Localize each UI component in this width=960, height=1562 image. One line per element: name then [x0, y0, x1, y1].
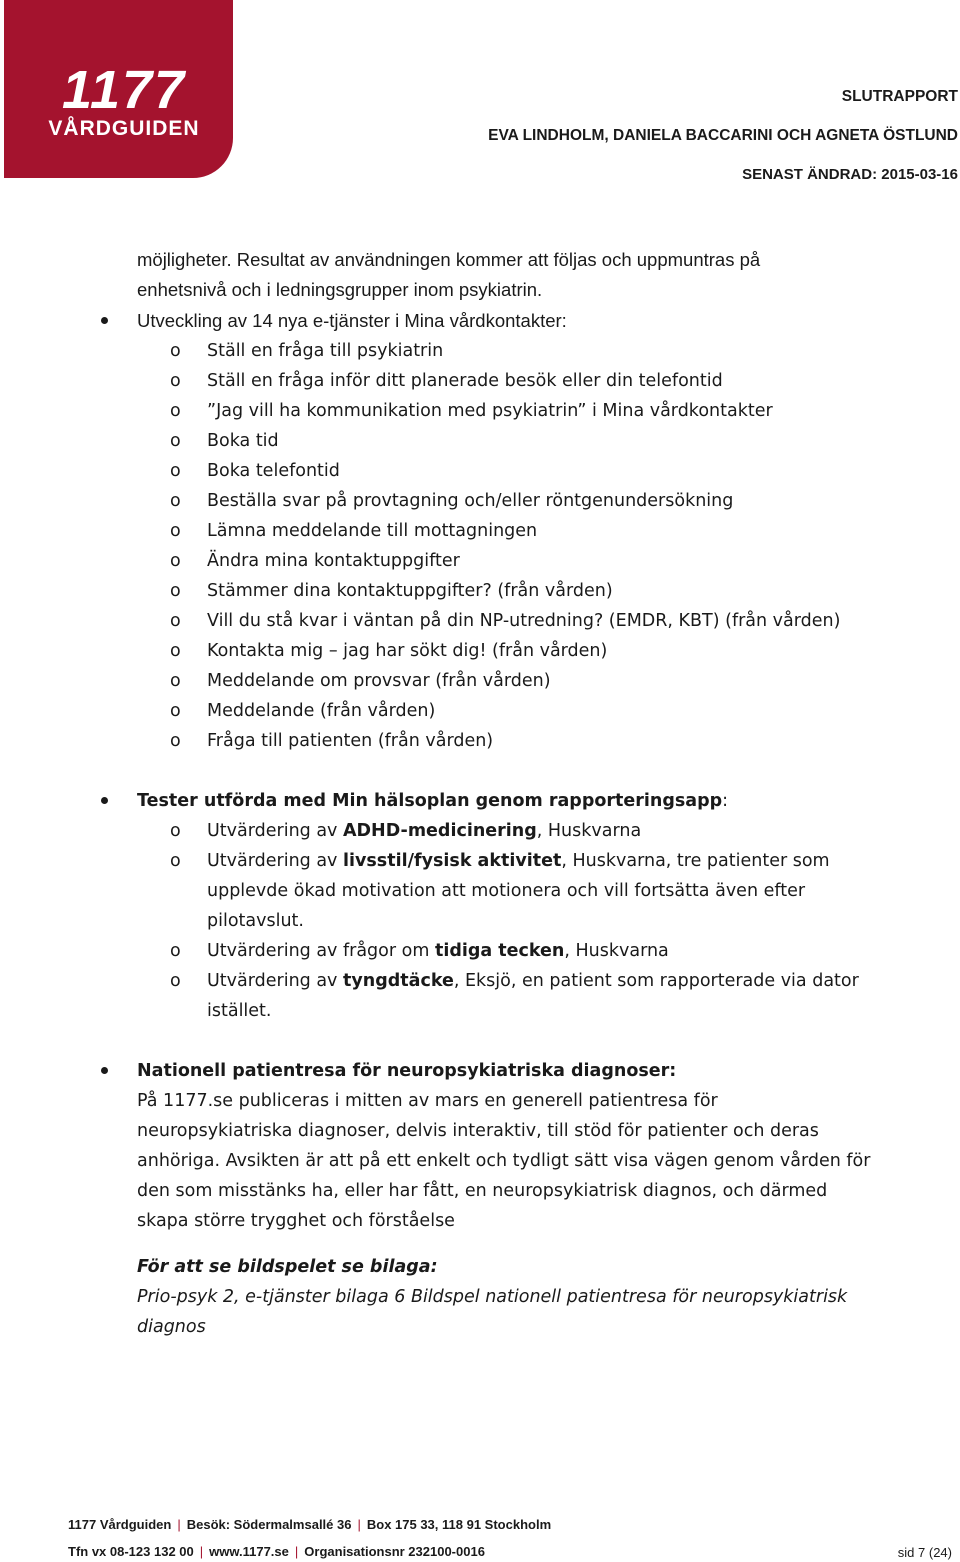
section-3-line: skapa större trygghet och förståelse [137, 1211, 455, 1231]
sub-bullet-icon: o [170, 821, 181, 841]
sub-bullet-icon: o [170, 671, 181, 691]
logo-number: 1177 [61, 60, 187, 120]
page-number: sid 7 (24) [897, 1545, 952, 1560]
sub-bullet-icon: o [170, 971, 181, 991]
e-service-item: ”Jag vill ha kommunikation med psykiatrin” i Mina vårdkontakter [207, 401, 773, 421]
sub-bullet-icon: o [170, 941, 181, 961]
section-3-title: Nationell patientresa för neuropsykiatriska diagnoser: [137, 1061, 677, 1081]
sub-bullet-icon: o [170, 521, 181, 541]
e-service-item: Kontakta mig – jag har sökt dig! (från vården) [207, 641, 608, 661]
bullet-icon [100, 796, 110, 806]
sub-bullet-icon: o [170, 491, 181, 511]
footer-org: 1177 Vårdguiden [68, 1517, 172, 1532]
intro-line-1: möjligheter. Resultat av användningen kommer att följas och uppmuntras på [137, 249, 761, 270]
test-item-lifestyle-line-2: upplevde ökad motivation att motionera och vill fortsätta även efter [207, 881, 806, 901]
footer-orgnr: Organisationsnr 232100-0016 [304, 1544, 485, 1559]
test-item-lifestyle-line-3: pilotavslut. [207, 911, 304, 931]
section-2-title-colon: : [722, 791, 729, 811]
section-3-line: neuropsykiatriska diagnoser, delvis interaktiv, till stöd för patienter och deras [137, 1121, 819, 1141]
footer-visit: Besök: Södermalmsallé 36 [186, 1517, 352, 1532]
test-item-adhd: Utvärdering av ADHD-medicinering, Huskvarna [207, 821, 642, 841]
e-service-item: Ändra mina kontaktuppgifter [207, 551, 460, 571]
test-item-early-signs: Utvärdering av frågor om tidiga tecken, Huskvarna [207, 941, 669, 961]
bullet-icon [100, 1066, 110, 1076]
e-service-item: Boka tid [207, 431, 279, 451]
attachment-line-2: diagnos [137, 1317, 206, 1337]
sub-bullet-icon: o [170, 551, 181, 571]
report-type: SLUTRAPPORT [841, 88, 958, 105]
sub-bullet-icon: o [170, 641, 181, 661]
test-item-lifestyle: Utvärdering av livsstil/fysisk aktivitet, Huskvarna, tre patienter som [207, 851, 830, 871]
test-item-weighted-blanket: Utvärdering av tyngdtäcke, Eksjö, en patient som rapporterade via dator [207, 971, 859, 991]
sub-bullet-icon: o [170, 611, 181, 631]
e-service-item: Boka telefontid [207, 461, 340, 481]
section-3-line: anhöriga. Avsikten är att på ett enkelt och tydligt sätt visa vägen genom vården för [137, 1151, 871, 1171]
intro-line-2: enhetsnivå och i ledningsgrupper inom psykiatrin. [137, 279, 543, 300]
section-2-title-text: Tester utförda med Min hälsoplan genom rapporteringsapp [137, 791, 723, 811]
attachment-title: För att se bildspelet se bilaga: [137, 1257, 438, 1277]
bullet-icon [100, 316, 110, 326]
section-3-line: På 1177.se publiceras i mitten av mars en generell patientresa för [137, 1091, 718, 1111]
logo-name: VÅRDGUIDEN [48, 117, 200, 140]
e-service-item: Vill du stå kvar i väntan på din NP-utredning? (EMDR, KBT) (från vården) [207, 611, 841, 631]
sub-bullet-icon: o [170, 851, 181, 871]
footer-line-2: Tfn vx 08-123 132 00 | www.1177.se | Organisationsnr 232100-0016 [68, 1544, 485, 1559]
footer-line-1: 1177 Vårdguiden | Besök: Södermalmsallé 36 | Box 175 33, 118 91 Stockholm [68, 1517, 552, 1532]
sub-bullet-icon: o [170, 371, 181, 391]
footer-box: Box 175 33, 118 91 Stockholm [366, 1517, 552, 1532]
e-service-item: Ställ en fråga inför ditt planerade besök eller din telefontid [207, 371, 723, 391]
footer-web[interactable]: www.1177.se [209, 1544, 289, 1559]
last-changed: SENAST ÄNDRAD: 2015-03-16 [742, 166, 958, 183]
section-2-title [137, 790, 728, 812]
sub-bullet-icon: o [170, 701, 181, 721]
sub-bullet-icon: o [170, 731, 181, 751]
e-service-item: Stämmer dina kontaktuppgifter? (från vården) [207, 581, 613, 601]
e-service-item: Meddelande (från vården) [207, 701, 436, 721]
e-service-item: Ställ en fråga till psykiatrin [207, 341, 444, 361]
section-1-title: Utveckling av 14 nya e-tjänster i Mina vårdkontakter: [137, 310, 567, 331]
report-authors: EVA LINDHOLM, DANIELA BACCARINI OCH AGNETA ÖSTLUND [488, 127, 958, 144]
sub-bullet-icon: o [170, 341, 181, 361]
test-item-weighted-blanket-line-2: istället. [207, 1001, 272, 1021]
sub-bullet-icon: o [170, 431, 181, 451]
e-service-item: Meddelande om provsvar (från vården) [207, 671, 551, 691]
footer-phone: Tfn vx 08-123 132 00 [68, 1544, 194, 1559]
attachment-line-1: Prio-psyk 2, e-tjänster bilaga 6 Bildspel nationell patientresa för neuropsykiatrisk [137, 1287, 848, 1307]
sub-bullet-icon: o [170, 401, 181, 421]
sub-bullet-icon: o [170, 461, 181, 481]
e-service-item: Lämna meddelande till mottagningen [207, 521, 538, 541]
e-service-item: Fråga till patienten (från vården) [207, 731, 494, 751]
section-3-line: den som misstänks ha, eller har fått, en neuropsykiatrisk diagnos, och därmed [137, 1181, 828, 1201]
sub-bullet-icon: o [170, 581, 181, 601]
logo-number-graphic [4, 0, 233, 178]
logo [4, 0, 233, 178]
e-service-item: Beställa svar på provtagning och/eller röntgenundersökning [207, 491, 734, 511]
